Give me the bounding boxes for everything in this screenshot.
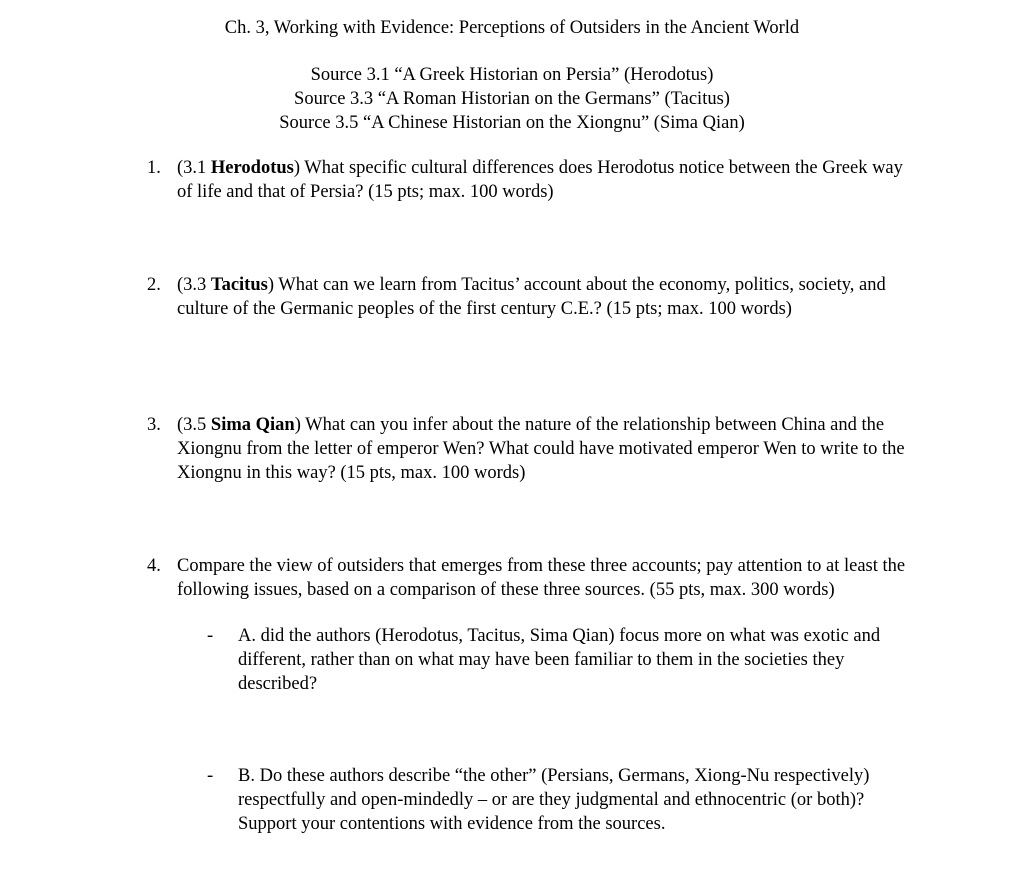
source-line: Source 3.5 “A Chinese Historian on the Xiongnu” (Sima Qian) — [279, 113, 745, 133]
sub-bullet: - — [207, 766, 214, 786]
question-1 — [177, 156, 912, 204]
question-prefix: (3.3 — [177, 275, 211, 295]
question-3 — [177, 413, 912, 485]
question-prefix: (3.5 — [177, 415, 211, 435]
sub-item-a: A. did the authors (Herodotus, Tacitus, Sima Qian) focus more on what was exotic and different, rather than on what may have been familiar to them in the societies they described? — [238, 626, 881, 694]
question-number: 3. — [147, 415, 161, 435]
sub-item-b: B. Do these authors describe “the other” (Persians, Germans, Xiong-Nu respectively) respectfully and open-mindedly – or are they judgmental and ethnocentric (or both)? Support your contentions with evidence from the sources. — [238, 766, 870, 834]
question-text: ) What can you infer about the nature of the relationship between China and the Xiongnu from the letter of emperor Wen? What could have motivated emperor Wen to write to the Xiongnu in this way? (15 pts, max. 100 words) — [177, 415, 905, 483]
question-2 — [177, 273, 912, 321]
source-line: Source 3.3 “A Roman Historian on the Germans” (Tacitus) — [294, 89, 730, 109]
question-author: Sima Qian — [210, 415, 295, 435]
source-line: Source 3.1 “A Greek Historian on Persia” (Herodotus) — [310, 65, 714, 85]
question-prefix: (3.1 — [177, 158, 211, 178]
question-author: Herodotus — [210, 158, 294, 178]
question-number: 1. — [147, 158, 161, 178]
question-text: ) What specific cultural differences does Herodotus notice between the Greek way of life and that of Persia? (15 pts; max. 100 words) — [177, 158, 903, 202]
document-title: Ch. 3, Working with Evidence: Perceptions of Outsiders in the Ancient World — [224, 18, 800, 38]
source-list — [0, 63, 1024, 135]
question-text: ) What can we learn from Tacitus’ account about the economy, politics, society, and culture of the Germanic peoples of the first century C.E.? (15 pts; max. 100 words) — [177, 275, 886, 319]
sub-bullet: - — [207, 626, 214, 646]
question-number: 2. — [147, 275, 161, 295]
question-4: Compare the view of outsiders that emerges from these three accounts; pay attention to at least the following issues, based on a comparison of these three sources. (55 pts, max. 300 words) — [177, 556, 906, 600]
question-author: Tacitus — [210, 275, 268, 295]
question-number: 4. — [147, 556, 161, 576]
